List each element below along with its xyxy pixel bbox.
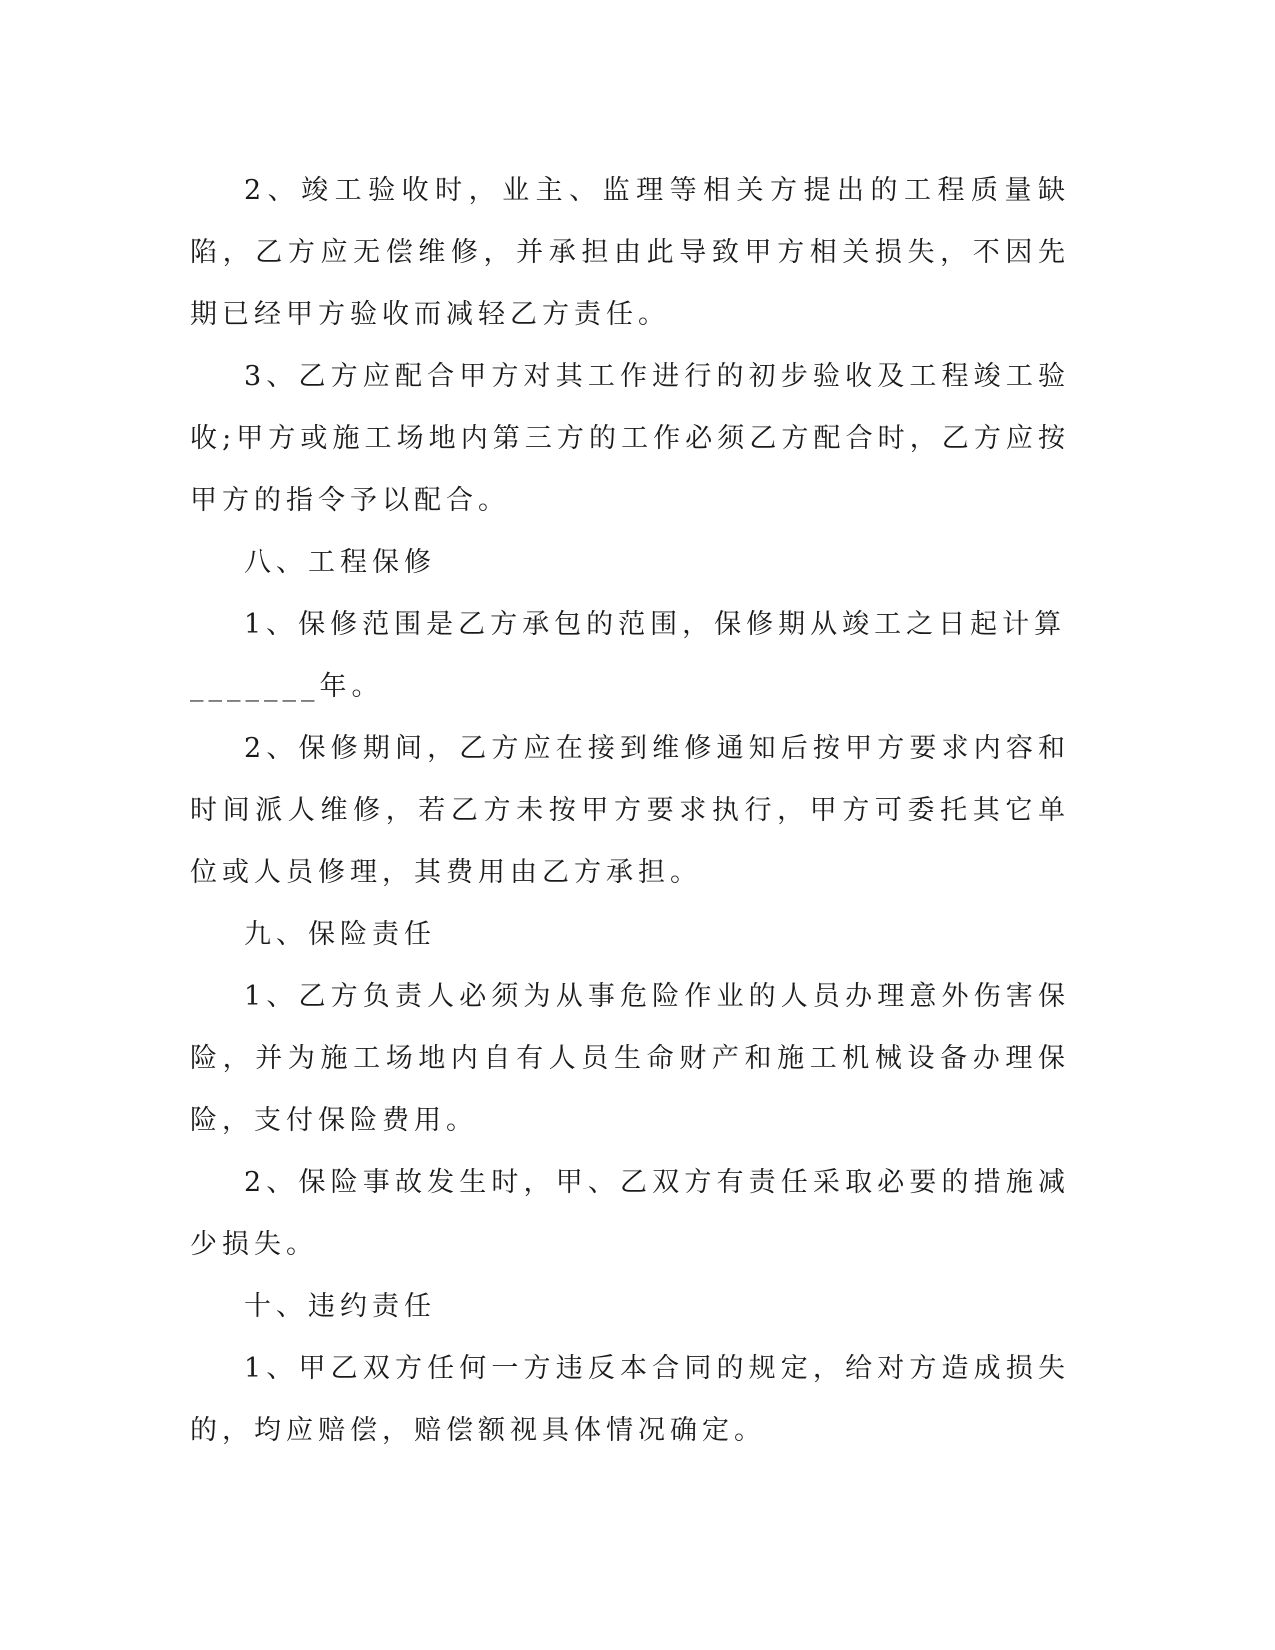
clause-8-2: 2、保修期间，乙方应在接到维修通知后按甲方要求内容和时间派人维修，若乙方未按甲方要求执行，甲方可委托其它单位或人员修理，其费用由乙方承担。 <box>190 733 1070 888</box>
clause-8-1-continued: _______年。 <box>190 671 384 702</box>
clause-10-1: 1、甲乙双方任何一方违反本合同的规定，给对方造成损失的，均应赔偿，赔偿额视具体情况确定。 <box>190 1353 1070 1446</box>
clause-7-2: 2、竣工验收时，业主、监理等相关方提出的工程质量缺陷，乙方应无偿维修，并承担由此导致甲方相关损失，不因先期已经甲方验收而减轻乙方责任。 <box>190 175 1070 330</box>
document-body <box>190 160 1070 1462</box>
clause-9-2: 2、保险事故发生时，甲、乙双方有责任采取必要的措施减少损失。 <box>190 1167 1070 1260</box>
clause-9-1: 1、乙方负责人必须为从事危险作业的人员办理意外伤害保险，并为施工场地内自有人员生命财产和施工机械设备办理保险，支付保险费用。 <box>190 981 1070 1136</box>
section-heading-10: 十、违约责任 <box>244 1291 436 1322</box>
clause-7-3: 3、乙方应配合甲方对其工作进行的初步验收及工程竣工验收;甲方或施工场地内第三方的工作必须乙方配合时，乙方应按甲方的指令予以配合。 <box>190 361 1070 516</box>
section-heading-9: 九、保险责任 <box>244 919 436 950</box>
clause-8-1: 1、保修范围是乙方承包的范围，保修期从竣工之日起计算 <box>244 609 1067 640</box>
section-heading-8: 八、工程保修 <box>244 547 436 578</box>
